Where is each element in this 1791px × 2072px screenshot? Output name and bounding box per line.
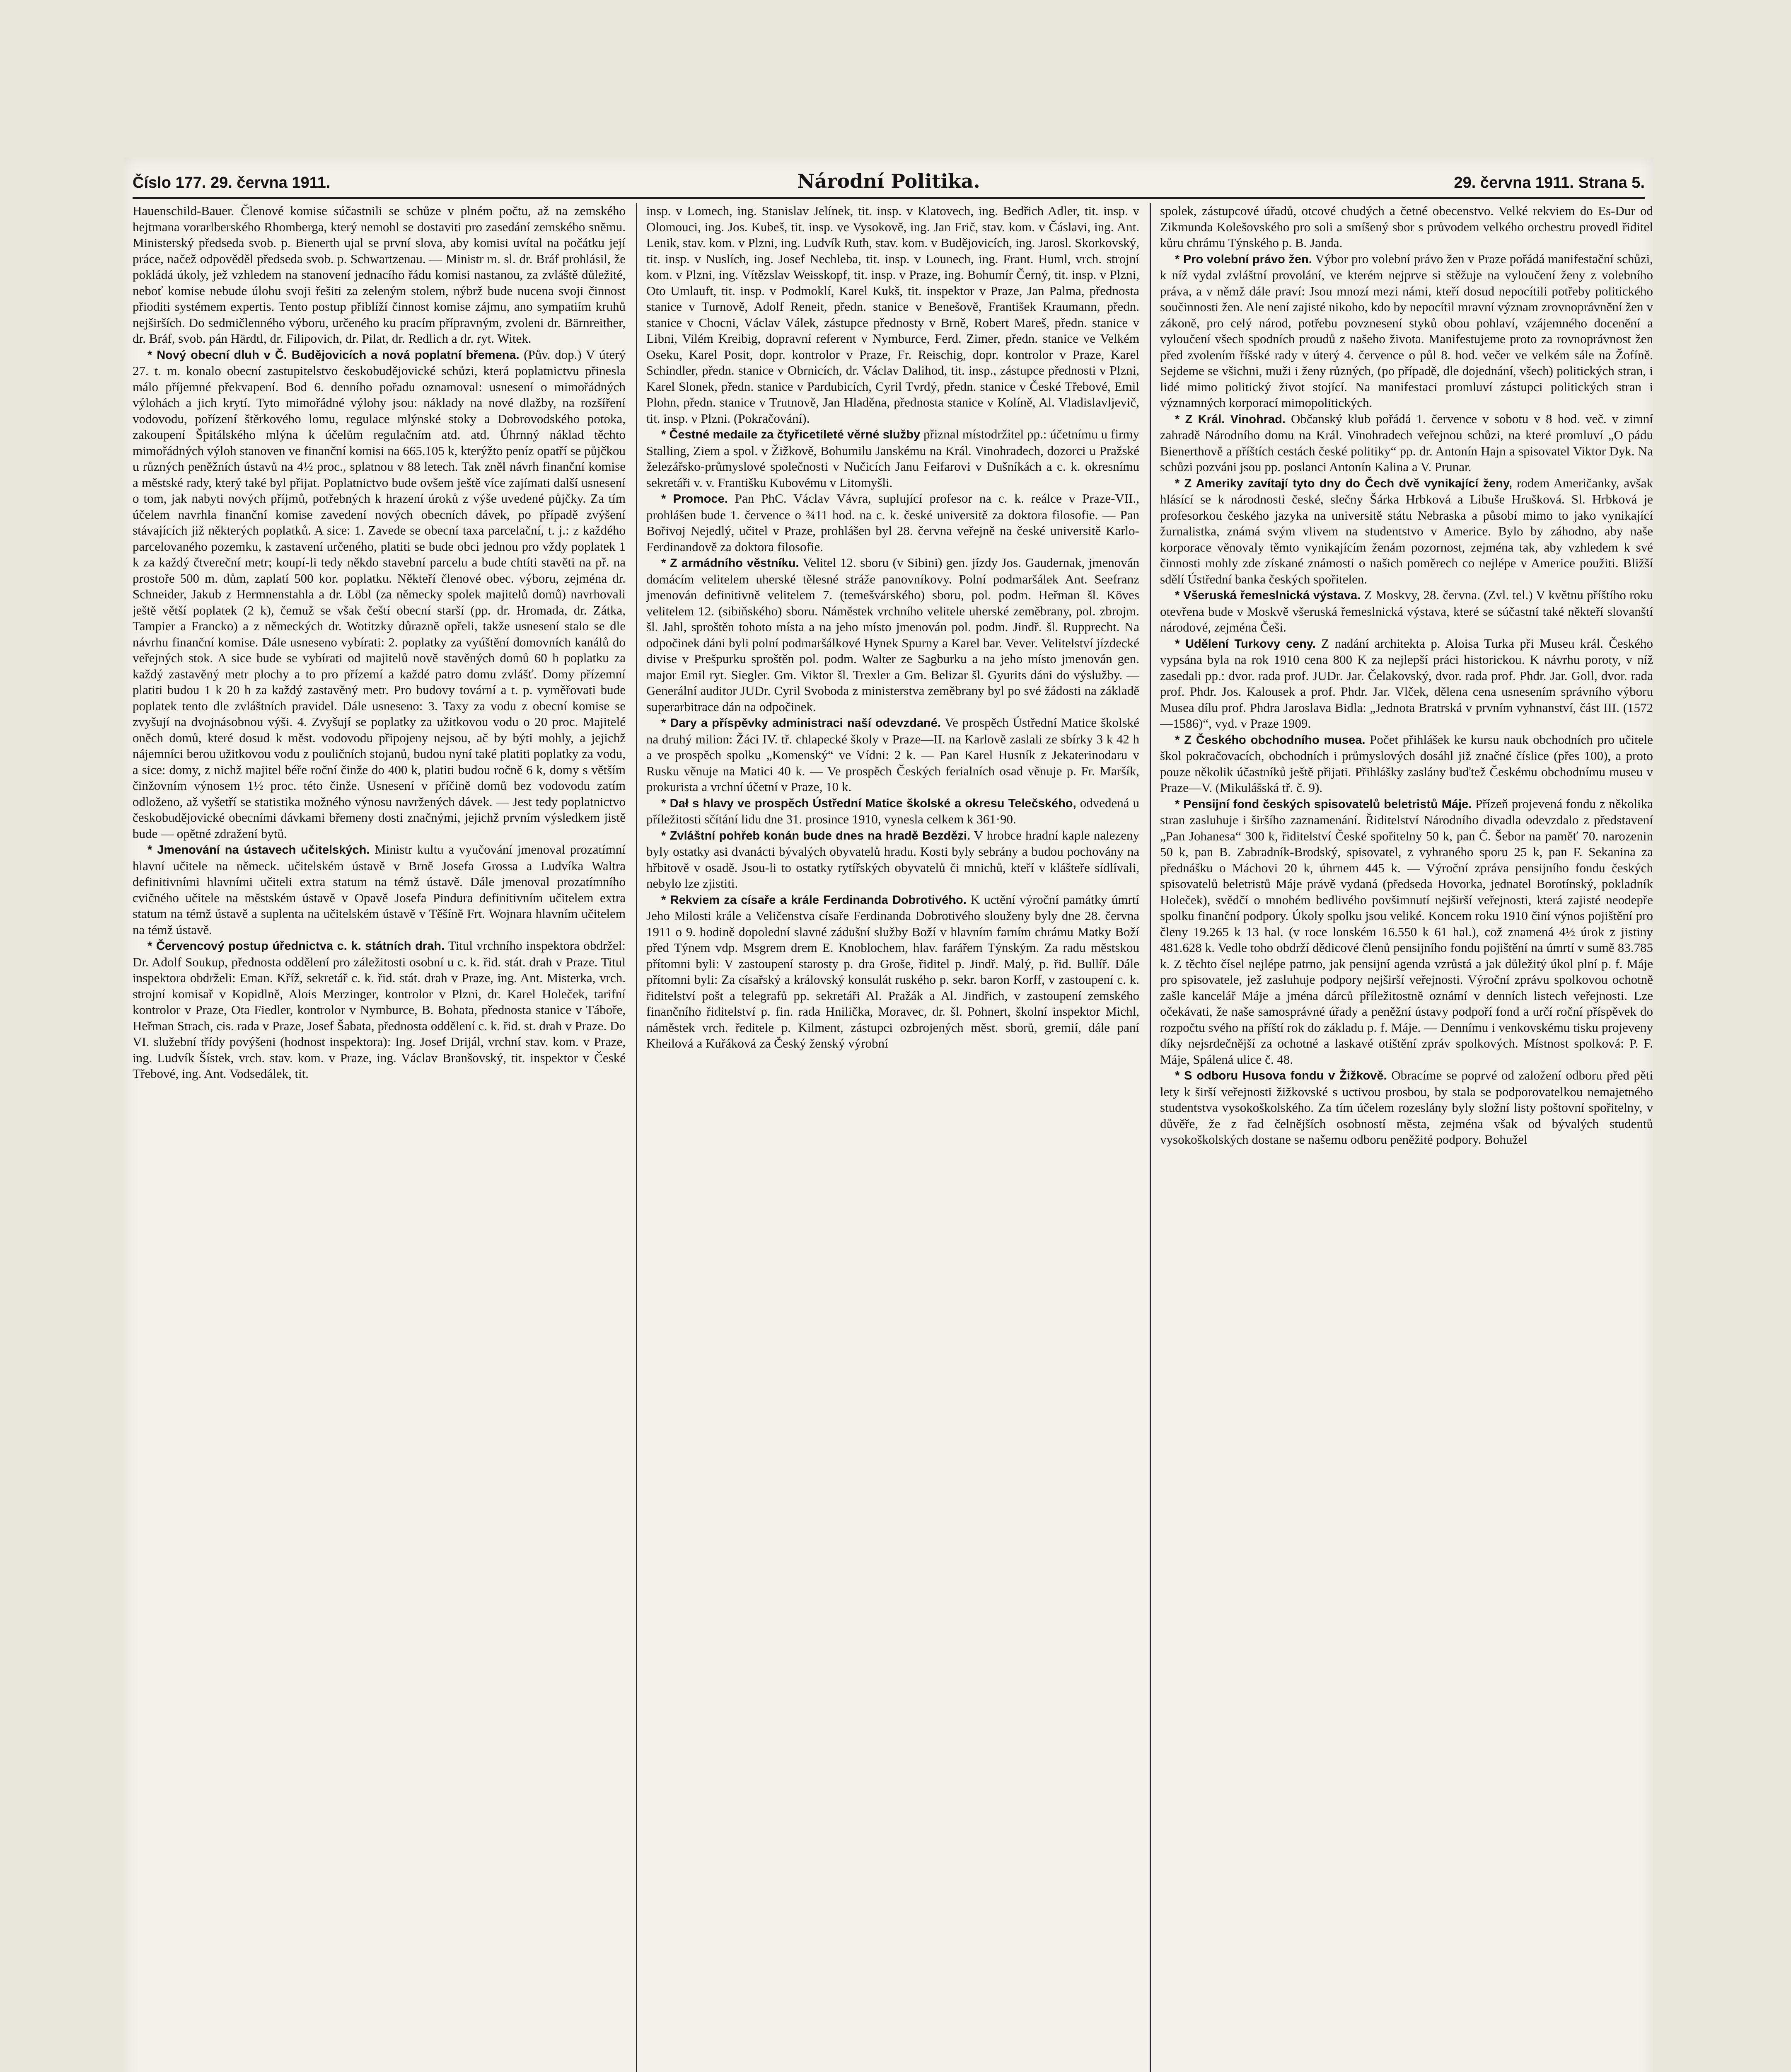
article-paragraph [133, 938, 626, 1082]
article-paragraph [646, 426, 1139, 491]
article-text: K uctění výroční památky úmrtí Jeho Milosti krále a Veličenstva císaře Ferdinanda Dobrotivého slouženy byly dne 28. června 1911 o 9. hodině dopolední slavné zádušní služby Boží v hlavním farním chrámu Matky Boží před Týnem vdp. Msgrem drem E. Knoblochem, hlav. farářem Týnským. Za radu městskou přítomni byli: V zastoupení starosty p. dra Groše, řiditel p. Jindř. Malý, p. řid. Bullíř. Dále přítomni byli: Za císařský a královský konsulát ruského p. sekr. baron Korff, v zastoupení c. k. řiditelství pošt a telegrafů pp. sekretáři Al. Pražák a Al. Jindřich, v zastoupení zemského finančního řiditelství p. fin. rada Hnilička, Moravec, dr. šl. Pohnert, školní inspektor Michl, náměstek vrch. ředitele p. Kilment, zástupci ozbrojených měst. sborů, gremií, dále paní Kheilová a Kuřáková za Český ženský výrobní [646, 892, 1139, 1051]
article-text: přiznal místodržitel pp.: účetnímu u firmy Stalling, Ziem a spol. v Žižkově, Bohumilu Janskému na Král. Vinohradech, dozorci u Pražské železářsko-průmyslové společnosti v Nučicích Janu Feifarovi v Dušníkách a c. k. okresnímu sekretáři v. v. Františku Kubovému v Litomyšli. [646, 427, 1139, 490]
article-text: Ve prospěch Ústřední Matice školské na druhý milion: Žáci IV. tř. chlapecké školy v Praze—II. na Karlově zaslali ze sbírky 3 k 42 h a ve prospěch spolku „Komenský“ ve Vídni: 2 k. — Pan Karel Husník z Jekaterinodaru v Rusku věnuje na Matici 40 k. — Ve prospěch Českých ferialních osad věnuje p. Fr. Maršík, prokurista a vrchní účetní v Praze, 10 k. [646, 715, 1139, 794]
article-headline: * Nový obecní dluh v Č. Budějovicích a nová poplatní břemena. [147, 348, 520, 362]
article-text: Ministr kultu a vyučování jmenoval prozatímní hlavní učitele na německ. učitelském ústavě v Brně Josefa Grossa a Ludvíka Waltra definitivními hlavními učiteli extra statum na témž ústavě. Dále jmenoval prozatímního cvičného učitele na městském ústavě v Opavě Josefa Pindura definitivním učitelem extra statum na témž ústavě a suplenta na učitelském ústavě v Těšíně Frt. Wojnara hlavním učitelem na témž ústavě. [133, 842, 626, 937]
article-headline: * Z armádního věstníku. [661, 557, 799, 570]
article-text: insp. v Lomech, ing. Stanislav Jelínek, tit. insp. v Klatovech, ing. Bedřich Adler, tit. insp. v Olomouci, ing. Jos. Kubeš, tit. insp. ve Vysokově, ing. Jan Frič, stav. kom. v Čáslavi, ing. Ant. Lenik, stav. kom. v Plzni, ing. Ludvík Ruth, stav. kom. v Budějovicích, ing. Jarosl. Skorkovský, tit. insp. v Nuslích, ing. Josef Nechleba, tit. insp. v Lounech, ing. Frant. Huml, vrch. strojní kom. v Plzni, ing. Vítězslav Weisskopf, tit. insp. v Praze, ing. Bohumír Černý, tit. insp. v Plzni, Oto Umlauft, tit. insp. v Podmoklí, Karel Kukš, tit. inspektor v Praze, Jan Palma, přednosta stanice v Turnově, Adolf Reneit, předn. stanice v Benešově, František Kraumann, předn. stanice v Chocni, Václav Válek, zástupce přednosty v Brně, Robert Mareš, předn. stanice v Libni, Vilém Kreibig, dopravní referent v Nymburce, Ferd. Zimer, předn. stanice ve Velkém Oseku, Karel Posit, dopr. kontrolor v Praze, Fr. Reischig, dopr. kontrolor v Praze, Karel Schindler, předn. stanice v Obrnicích, dr. Václav Dalihod, tit. insp., zástupce přednosti v Plzni, Karel Slonek, předn. stanice v Pardubicích, Cyril Tvrdý, předn. stanice v České Třebové, Emil Plohn, předn. stanice v Trutnově, Jan Hladěna, přednosta stanice v Kolíně, Al. Vladislavljevič, tit. insp. v Plzni. (Pokračování). [646, 203, 1139, 426]
article-text: V hrobce hradní kaple nalezeny byly ostatky asi dvanácti bývalých obyvatelů hradu. Kosti byly sebrány a budou pochovány na hřbitově v osadě. Jsou-li to ostatky rytířských obyvatelů či mnichů, kteří v klášteře sídlívali, nebylo lze zjistiti. [646, 828, 1139, 891]
article-text: Obracíme se poprvé od založení odboru před pěti lety k širší veřejnosti žižkovské s uctivou prosbou, by stala se podporovatelkou nemajetného studentstva vysokoškolského. Za tím účelem rozeslány byly složní listy poštovní spořitelny, v důvěře, že z řad čelnějších osobností města, zejména však od bývalých studentů vysokoškolských dostane se našemu odboru peněžité podpory. Bohužel [1160, 1068, 1653, 1147]
column-3 [1160, 203, 1653, 2072]
article-paragraph [1160, 251, 1653, 411]
date-page-number: 29. června 1911. Strana 5. [1454, 174, 1645, 191]
article-headline: * Všeruská řemeslnická výstava. [1175, 589, 1361, 602]
article-paragraph [1160, 796, 1653, 1068]
article-headline: * Jmenování na ústavech učitelských. [147, 843, 370, 857]
page-header [133, 170, 1645, 199]
column-2 [646, 203, 1139, 2072]
article-paragraph [1160, 732, 1653, 796]
article-paragraph [1160, 587, 1653, 636]
article-text: rodem Američanky, avšak hlásící se k národnosti české, slečny Šárka Hrbková a Libuše Hrušková. Sl. Hrbková je profesorkou českého jazyka na universitě státu Nebraska a působí mimo to jako vynikající žurnalistka, známá svým vlivem na studentstvo v Americe. Bylo by záhodno, aby naše korporace věnovaly těmto vynikajícím ženám pozornost, zejména tak, aby vzhledem k své činnosti mohly zde získané známosti o našich poměrech co nejlépe v Americe použiti. Bližší sdělí Ústřední banka českých spořitelen. [1160, 475, 1653, 586]
article-text: spolek, zástupcové úřadů, otcové chudých a četné obecenstvo. Velké rekviem do Es-Dur od Zikmunda Kolešovského pro soli a smíšený sbor s průvodem velkého orchestru provedl řiditel kůru chrámu Týnského p. B. Janda. [1160, 203, 1653, 250]
article-paragraph [1160, 411, 1653, 475]
article-columns [133, 203, 1653, 2072]
article-headline: * Červencový postup úřednictva c. k. státních drah. [147, 939, 445, 953]
article-headline: * Rekviem za císaře a krále Ferdinanda Dobrotivého. [661, 893, 967, 907]
article-headline: * Z Král. Vinohrad. [1175, 412, 1286, 426]
article-paragraph [646, 203, 1139, 426]
article-text: Hauenschild-Bauer. Členové komise súčastnili se schůze v plném počtu, až na zemského hejtmana vorarlberského Rhomberga, který nemohl se dostaviti pro zasedání zemského sněmu. Ministerský předseda svob. p. Bienerth ujal se první slova, aby komisi uvítal na počátku její práce, načež odpověděl předseda svob. p. Schwartzenau. — Ministr m. sl. dr. Bráf prohlásil, že pokládá úkoly, jež vzhledem na stanovení jednacího řádu komisi nastanou, za zvláště důležité, neboť komise nebude úlohu svoji řešiti za zeleným stolem, nýbrž bude nucena svoji činnost přioditi systémem expertis. Tento postup přiblíží činnost komise zájmu, ano sympatiím kruhů nejširších. Do sedmičlenného výboru, určeného ku pracím přípravným, zvoleni dr. Bärnreither, dr. Bráf, svob. pán Härdtl, dr. Filipovich, dr. Pilat, dr. Redlich a dr. ryt. Witek. [133, 203, 626, 346]
article-headline: * Zvláštní pohřeb konán bude dnes na hradě Bezdězi. [661, 829, 971, 842]
article-headline: * Udělení Turkovy ceny. [1175, 637, 1316, 651]
article-paragraph [1160, 475, 1653, 588]
article-text: Výbor pro volební právo žen v Praze pořádá manifestační schůzi, k níž vydal zvláštní provolání, ve kterém nejprve si stěžuje na vyloučení ženy z volebního práva, a v němž dále praví: Jsou mnozí mezi námi, kteří dosud nepocítili potřeby politického součinnosti žen. Ale není zajisté nikoho, kdo by nepocítil mravní význam zrovnoprávnění žen v zákoně, pro celý národ, potřebu povznesení styků obou pohlaví, vzájemného docenění a vyloučení všech spodních proudů z našeho života. Manifestujeme proto za rovnoprávnost žen před zvolením říšské rady v úterý 4. července o půl 8. hod. večer ve velkém sále na Žofíně. Sejdeme se všichni, muži i ženy různých, (po případě, dle dojednání, všech) politických stran, i lidé mimo politický život stojící. Na manifestaci promluví zástupci politických stran i významných korporací mimopolitických. [1160, 251, 1653, 410]
issue-number-date: Číslo 177. 29. června 1911. [133, 174, 331, 191]
article-text: Počet přihlášek ke kursu nauk obchodních pro učitele škol pokračovacích, obchodních i průmyslových dosáhl již značné číslice (přes 100), a proto pouze několik účastníků ještě přijati. Přihlášky zaslány buďtež Českému obchodnímu museu v Praze—V. (Mikulášská tř. č. 9). [1160, 732, 1653, 795]
article-text: odvedená u příležitosti sčítání lidu dne 31. prosince 1910, vynesla celkem k 361·90. [646, 795, 1139, 826]
article-headline: * Z Českého obchodního musea. [1175, 733, 1366, 747]
newspaper-title: Národní Politika. [797, 170, 980, 192]
article-paragraph [133, 347, 626, 842]
header-rule [133, 197, 1645, 199]
article-text: Velitel 12. sboru (v Sibini) gen. jízdy Jos. Gaudernak, jmenován domácím velitelem uherské tělesné stráže panovníkovy. Polní podmaršálek Ant. Seefranz jmenován definitivně velitelem 7. (temešvárského) sboru, pol. podm. Heřman šl. Köves velitelem 12. (sibiňského) sboru. Náměstek vrchního velitele uherské zeměbrany, pol. zbrojm. šl. Jahl, sproštěn tohoto místa a na jeho místo jmenován pol. podm. Jindř. šl. Rupprecht. Na odpočinek dáni byli polní podmaršálkové Hynek Spurny a Karel bar. Vever. Velitelství jízdecké divise v Prešpurku sproštěn pol. podm. Walter ze Sagburku a na jeho místo jmenován gen. major Emil ryt. Siegler. Gm. Viktor šl. Trexler a Gm. Belizar šl. Gyurits dáni do výslužby. — Generální auditor JUDr. Cyril Svoboda z ministerstva zeměbrany byl po své žádosti na základě superarbitrace dán na odpočinek. [646, 555, 1139, 714]
newspaper-page [124, 157, 1653, 2072]
article-text: (Pův. dop.) V úterý 27. t. m. konalo obecní zastupitelstvo českobudějovické schůzi, která poplatnictvu přinesla málo příjemné překvapení. Bod 6. denního pořadu oznamoval: usnesení o mimořádných výlohách a jich krytí. Tyto mimořádné výlohy jsou: náklady na nové dlažby, na rozšíření vodovodu, pořízení štěrkového lomu, regulace mlýnské stoky a Dobrovodského potoka, zakoupení Špitálského mlýna k účelům regulačním atd. atd. Úhrnný náklad těchto mimořádných výloh stanoven ve finanční komisi na 665.105 k, kterýžto peníz opatří se půjčkou u různých peněžních ústavů na 4½ proc., splatnou v 88 letech. Tak zněl návrh finanční komise a městské rady, který také byl přijat. Poplatnictvo bude ovšem ještě více zajímati další usnesení o tom, jak nabyti nových příjmů, potřebných k hrazení úroků z výše uvedené půjčky. Za tím účelem navrhla finanční komise zavedení nových obecních dávek, po případě zvýšení stávajících již některých poplatků. A sice: 1. Zavede se obecní taxa parcelační, t. j.: z každého parcelovaného pozemku, k zastavení určeného, platiti se bude obci jednou pro vždy poplatek 1 k za každý čtvereční metr; koupí-li tedy někdo stavební parcelu a bude chtíti stavěti na př. na prostoře 500 m. dům, zaplatí 500 kor. poplatku. Někteří členové obec. výboru, zejména dr. Schneider, Jakub z Hermnenstahla a dr. Löbl (za německy spolek majitelů domů) navrhovali ještě větší poplatek (2 k), čemuž se však čeští obecní starší (pp. dr. Hromada, dr. Zátka, Tampier a Francko) a z německých dr. Wotitzky důrazně opřeli, takže usnesení stalo se dle návrhu finanční komise. Dále usneseno vybírati: 2. poplatky za vyúštění domovních kanálů do veřejných stok. A sice bude se vybírati od majitelů nově stavěných domů 60 h poplatku za každý zastavěný metr plochy a to pro přízemí a každé patro domu zvlášť. Domy přízemní platiti budou 1 k 20 h za každý zastavěný metr. Pro budovy tovární a t. p. vyměřovati bude poplatek tento dle zvláštních pravidel. Dále usneseno: 3. Taxy za vodu z obecní komise se zvyšují na dvojnásobnou výši. 4. Zvyšují se poplatky za užitkovou vodu o 20 proc. Majitelé oněch domů, které dosud k měst. vodovodu připojeny nejsou, ač by býti mohly, a jejichž nájemníci berou užitkovou vodu z pouličních stojanů, budou nyní také platiti poplatky za vodu, a sice: domy, z nichž majitel béře roční činže do 400 k, platiti budou ročně 6 k, domy s větším činžovním výnosem 1½ proc. této činže. Usnesení v příčině domů bez vodovodu zatím odloženo, až vyšetří se statistika možného výnosu navržených dávek. — Jest tedy poplatnictvo českobudějovické obecními dávkami břemeny dosti značnými, jejichž prvním výsledkem jistě bude — opětné zdražení bytů. [133, 347, 626, 841]
article-text: Titul vrchního inspektora obdržel: Dr. Adolf Soukup, přednosta oddělení pro záležitosti osobní u c. k. řid. stát. drah v Praze. Titul inspektora obdrželi: Eman. Kříž, sekretář c. k. řid. stát. drah v Praze, ing. Ant. Misterka, vrch. strojní komisař v Kopidlně, Alois Merzinger, kontrolor v Plzni, dr. Karel Holeček, tarifní kontrolor v Praze, Ota Fiedler, kontrolor v Nymburce, B. Bohata, přednosta stanice v Táboře, Heřman Strach, cis. rada v Praze, Josef Šabata, přednosta oddělení c. k. řid. st. drah v Praze. Do VI. služební třídy povýšeni (hodnost inspektora): Ing. Josef Drijál, vrchní stav. kom. v Praze, ing. Ludvík Šístek, vrch. stav. kom. v Praze, ing. Václav Branšovský, tit. inspektor v České Třebové, ing. Ant. Vodsedálek, tit. [133, 938, 626, 1081]
article-paragraph [1160, 1067, 1653, 1148]
article-text: Občanský klub pořádá 1. července v sobotu v 8 hod. več. v zimní zahradě Národního domu na Král. Vinohradech veřejnou schůzi, na které promluví „O pádu Bienerthově a příštích cestách české politiky“ pp. dr. Antonín Hajn a spisovatel Viktor Dyk. Na schůzi pozváni jsou pp. poslanci Antonín Kalina a V. Prunar. [1160, 411, 1653, 474]
article-text: Z nadání architekta p. Aloisa Turka při Museu král. Českého vypsána byla na rok 1910 cena 800 K za nejlepší práci historickou. K návrhu poroty, v níž zasedali pp.: dvor. rada prof. JUDr. Jar. Čelakovský, dvor. rada prof. Phdr. Jar. Goll, dvor. rada prof. Phdr. Jos. Kalousek a prof. Phdr. Jar. Vlček, dělena cena usnesením správního výboru Musea dílu prof. Phdra Jaroslava Bidla: „Jednota Bratrská v prvním vyhnanství, část III. (1572—1586)“, vyd. v Praze 1909. [1160, 636, 1653, 731]
article-text: Z Moskvy, 28. června. (Zvl. tel.) V květnu příštího roku otevřena bude v Moskvě všeruská řemeslnická výstava, které se súčastní také někteří slovanští národové, zejména Češi. [1160, 588, 1653, 634]
article-paragraph [646, 491, 1139, 555]
article-paragraph [646, 828, 1139, 892]
article-paragraph [133, 203, 626, 347]
article-paragraph [646, 892, 1139, 1052]
article-headline: * Dary a příspěvky administraci naší odevzdané. [661, 716, 941, 730]
column-1 [133, 203, 626, 2072]
article-headline: * Pensijní fond českých spisovatelů beletristů Máje. [1175, 797, 1472, 811]
article-paragraph [1160, 203, 1653, 251]
article-headline: * Promoce. [661, 492, 728, 506]
article-headline: * Dał s hlavy ve prospěch Ústřední Matice školské a okresu Telečského, [661, 796, 1076, 810]
article-headline: * Z Ameriky zavítají tyto dny do Čech dvě vynikající ženy, [1175, 477, 1513, 490]
article-headline: * Pro volební právo žen. [1175, 252, 1312, 266]
article-headline: * S odboru Husova fondu v Žižkově. [1175, 1069, 1387, 1082]
article-paragraph [133, 842, 626, 938]
article-text: Pan PhC. Václav Vávra, suplující profesor na c. k. reálce v Praze-VII., prohlášen bude 1. července o ¾11 hod. na c. k. české universitě za doktora filosofie. — Pan Bořivoj Nejedlý, učitel v Praze, prohlášen byl 28. června veřejně na české universitě Karlo-Ferdinandově za doktora filosofie. [646, 491, 1139, 554]
article-paragraph [646, 555, 1139, 715]
article-paragraph [646, 795, 1139, 828]
article-text: Přízeň projevená fondu z několika stran zasluhuje i širšího zaznamenání. Řiditelství Národního divadla odevzdalo z představení „Pan Johanesa“ 300 k, řiditelství České spořitelny 50 k, pan Č. Šebor na paměť 70. narozenin 50 k, pan B. Zabradník-Brodský, spisovatel, z vyhraného sporu 25 k, pan F. Sekanina za přednášku o Máchovi 20 k, úhrnem 445 k. — Výroční zpráva pensijního fondu českých spisovatelů beletristů Máje právě vydaná (předseda Hovorka, jednatel Borotínský, pokladník Holeček), svědčí o mnohém bedlivého povšimnutí nejširší veřejnosti, která zajisté neodepře spolku finanční podpory. Úkoly spolku jsou veliké. Koncem roku 1910 činí výnos pojištění pro členy 19.265 k 13 hal. (v roce lonském 16.550 k 61 hal.), což znamená 4½ úrok z jistiny 481.628 k. Vedle toho obdrží dědicové členů pensijního fondu pojištění na úmrtí v sumě 83.785 k. Z těchto čísel nejlépe patrno, jak pensijní agenda vzrůstá a jak důležitý úkol plní p. f. Máje pro spisovatele, jež zasluhuje podpory nejširší veřejnosti. Výroční zprávu spolkovou ochotně zašle kancelář Máje a jména dárců příležitostně oznámí v denních listech veřejnosti. Lze očekávati, že naše samosprávné úřady a peněžní ústavy podpoří fond a určí roční příspěvek do rozpočtu svého na příští rok do základu p. f. Máje. — Dennímu i venkovskému tisku projeveny díky nejsrdečnější za ochotné a laskavé otištění zpráv spolkových. Místnost spolková: P. F. Máje, Spálená ulice č. 48. [1160, 796, 1653, 1067]
article-paragraph [646, 715, 1139, 795]
article-headline: * Čestné medaile za čtyřicetileté věrné služby [661, 428, 921, 441]
article-paragraph [1160, 636, 1653, 732]
